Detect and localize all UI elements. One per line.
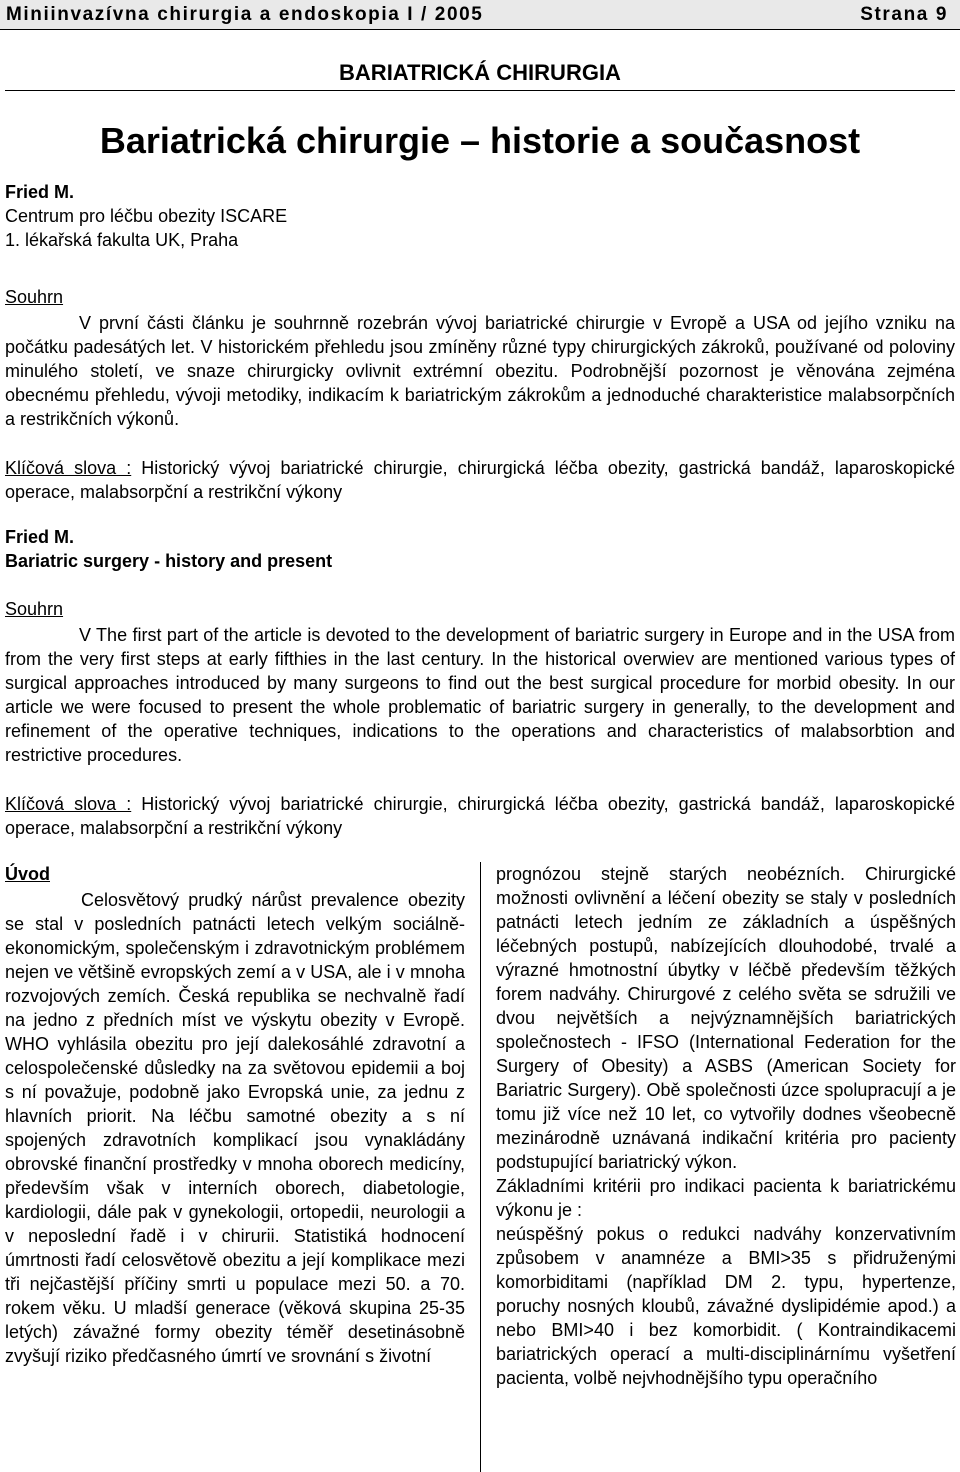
body-column-right bbox=[496, 862, 956, 1390]
page-number: Strana 9 bbox=[860, 4, 948, 25]
author-block bbox=[5, 180, 287, 252]
journal-name: Miniinvazívna chirurgia a endoskopia I / 2005 bbox=[6, 4, 484, 25]
running-header bbox=[0, 0, 960, 30]
abstract-cz-text bbox=[5, 311, 955, 431]
keywords-en bbox=[5, 792, 955, 840]
abstract-en-body: V The first part of the article is devoted to the development of bariatric surgery in Europe and in the USA from from the very first steps at early fifthies in the last century. In the historical overwiev are mentioned various types of surgical approaches introduced by many surgeons to find out the best surgical procedure for morbid obesity. In our article we were focused to present the whole problematic of bariatric surgery in generally, to the development and refinement of the operative techniques, indications to the operations and characteristics of malabsorbtion and restrictive procedures. bbox=[5, 625, 955, 765]
section-label: BARIATRICKÁ CHIRURGIA bbox=[339, 60, 621, 85]
column-divider bbox=[480, 862, 481, 1472]
abstract-en-text bbox=[5, 623, 955, 767]
body-paragraph: neúspěšný pokus o redukci nadváhy konzervativním způsobem v anamnéze a BMI>35 s přidruženými komorbiditami (například DM 2. typu, hypertenze, poruchy nosných kloubů, závažné dyslipidémie apod.) a nebo BMI>40 i bez komorbidit. ( Kontraindikacemi bariatrických operací a multi-disciplinárnímu vyšetření pacienta, volbě nejvhodnějšího typu operačního bbox=[496, 1224, 956, 1388]
article-title: Bariatrická chirurgie – historie a současnost bbox=[99, 120, 861, 161]
keywords-label: Klíčová slova : bbox=[5, 458, 132, 478]
body-paragraph: Základními kritérii pro indikaci pacienta k bariatrickému výkonu je : bbox=[496, 1176, 956, 1220]
abstract-cz bbox=[5, 311, 955, 431]
keywords-text: Historický vývoj bariatrické chirurgie, chirurgická léčba obezity, gastrická bandáž, laparoskopické operace, malabsorpční a restrikční výkony bbox=[5, 794, 955, 838]
keywords-text: Historický vývoj bariatrické chirurgie, chirurgická léčba obezity, gastrická bandáž, laparoskopické operace, malabsorpční a restrikční výkony bbox=[5, 458, 955, 502]
affiliation-line: Centrum pro léčbu obezity ISCARE bbox=[5, 206, 288, 226]
en-article-title: Bariatric surgery - history and present bbox=[5, 551, 333, 571]
abstract-heading-cz: Souhrn bbox=[5, 287, 64, 307]
abstract-heading-en: Souhrn bbox=[5, 599, 64, 619]
keywords-cz bbox=[5, 456, 955, 504]
keywords-label: Klíčová slova : bbox=[5, 794, 132, 814]
intro-paragraph: Celosvětový prudký nárůst prevalence obezity se stal v posledních patnácti letech velkým sociálně-ekonomickým, společenským i zdravotnickým problémem nejen ve většině evropských zemí a v USA, ale i v mnoha rozvojových zemích. Česká republika se nechvalně řadí na jedno z předních míst ve výskytu obezity v Evropě. WHO vyhlásila obezitu pro její dalekosáhlé zdravotní a celospolečenské důsledky na za světovou epidemii a boj s ní považuje, podobně jako Evropská unie, za jednu z hlavních priorit. Na léčbu samotné obezity a s ní spojených zdravotních komplikací jsou vynakládány obrovské finanční prostředky v mnoha oborech medicíny, především však v interních oborech, diabetologie, kardiologii, dále pak v gynekologii, ortopedii, neurologii a v neposlední řadě i v chirurii. Statistiká hodnocení úmrtnosti řadí celosvětově obezitu a její komplikace mezi tři nejčastější příčiny smrti u populace mezi 50. a 70. rokem věku. U mladší generace (věková skupina 25-35 letých) závažné formy obezity téměř desetinásobně zvyšují riziko předčasného úmrtí ve srovnání s životní bbox=[5, 890, 465, 1366]
intro-heading: Úvod bbox=[5, 864, 50, 884]
affiliation-line: 1. lékařská fakulta UK, Praha bbox=[5, 230, 239, 250]
author-name: Fried M. bbox=[5, 182, 75, 202]
en-author-name: Fried M. bbox=[5, 527, 75, 547]
body-paragraph: prognózou stejně starých neobézních. Chirurgické možnosti ovlivnění a léčení obezity se staly v posledních patnácti letech jedním ze základních a úspěšných léčebných postupů, nabízejících dlouhodobé, trvalé a výrazné hmotnostní úbytky v léčbě především těžkých forem nadváhy. Chirurgové z celého světa se sdružili ve dvou největších a nejvýznamnějších bariatrických společnostech - IFSO (International Federation for the Surgery of Obesity) a ASBS (American Society for Bariatric Surgery). Obě společnosti úzce spolupracují a je tomu již více než 10 let, co vytvořily dodnes všeobecně mezinárodně uznávaná indikační kritéria pro pacienty podstupující bariatrický výkon. bbox=[496, 864, 956, 1172]
body-column-left bbox=[5, 862, 465, 1368]
abstract-en bbox=[5, 623, 955, 767]
abstract-cz-body: V první části článku je souhrnně rozebrán vývoj bariatrické chirurgie v Evropě a USA od jejího vzniku na počátku padesátých let. V historickém přehledu jsou zmíněny různé typy chirurgických zákroků, používané od poloviny minulého století, ve snaze chirurgicky ovlivnit extrémní obezitu. Podrobnější pozornost je věnována zejména obecnému přehledu, vývoji metodiky, indikacím k bariatrickým zákrokům a jednoduché charakteristice malabsorpčních a restrikčních výkonů. bbox=[5, 313, 955, 429]
section-divider bbox=[5, 90, 955, 91]
